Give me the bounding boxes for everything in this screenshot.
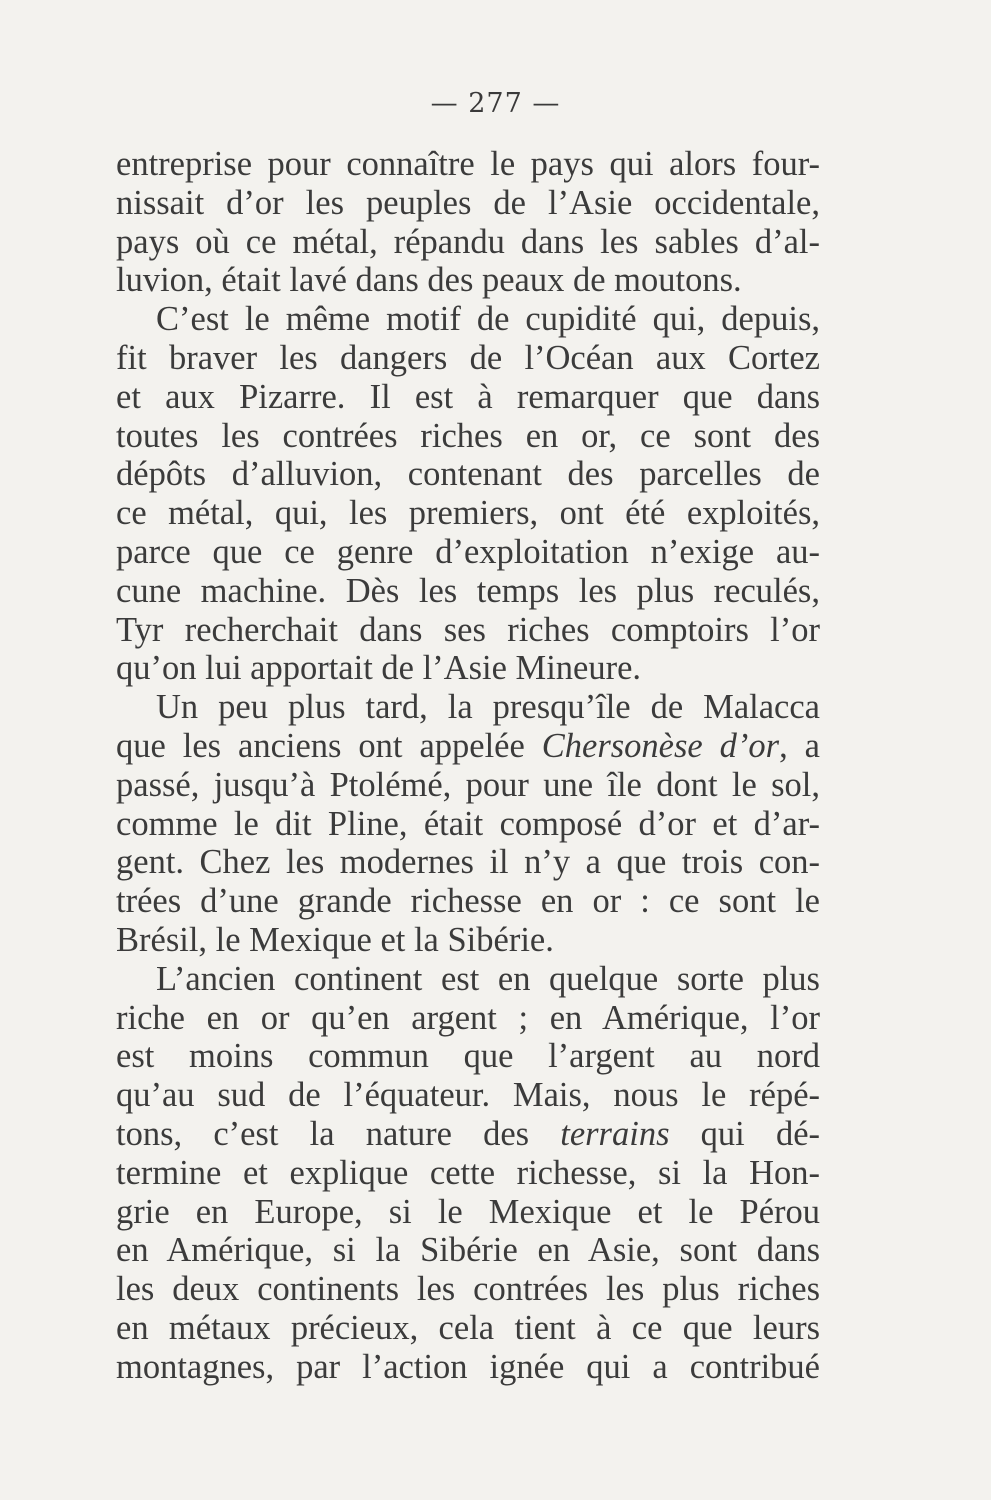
body-text: [116, 145, 820, 1387]
text-line: entreprise pour connaître le pays qui alors four-: [116, 145, 820, 183]
text-line: cune machine. Dès les temps les plus reculés,: [116, 571, 820, 610]
page-number: — 277 —: [430, 88, 561, 119]
text-line: [116, 727, 820, 766]
text-line: est moins commun que l’argent au nord: [116, 1037, 820, 1076]
text-segment: , a: [779, 726, 820, 765]
text-line: pays où ce métal, répandu dans les sables d’al-: [116, 222, 820, 261]
italic-term: Chersonèse d’or: [541, 726, 780, 765]
text-line: trées d’une grande richesse en or : ce sont le: [116, 882, 820, 921]
text-line: Tyr recherchait dans ses riches comptoirs l’or: [116, 610, 820, 649]
text-line: gent. Chez les modernes il n’y a que trois con-: [116, 843, 820, 882]
text-line: toutes les contrées riches en or, ce sont des: [116, 416, 820, 455]
text-line: en métaux précieux, cela tient à ce que leurs: [116, 1308, 820, 1347]
text-line: ce métal, qui, les premiers, ont été exploités,: [116, 494, 820, 533]
text-line: L’ancien continent est en quelque sorte plus: [156, 959, 820, 998]
text-line: les deux continents les contrées les plus riches: [116, 1270, 820, 1309]
text-line: dépôts d’alluvion, contenant des parcelles de: [116, 455, 820, 494]
text-line: comme le dit Pline, était composé d’or et d’ar-: [116, 804, 820, 843]
text-line: Un peu plus tard, la presqu’île de Malacca: [156, 688, 820, 727]
text-line: qu’on lui apportait de l’Asie Mineure.: [116, 649, 642, 688]
text-segment: tons, c’est la nature des: [116, 1114, 561, 1153]
text-line: termine et explique cette richesse, si la Hon-: [116, 1153, 820, 1192]
italic-term: terrains: [560, 1114, 670, 1153]
text-segment: qui dé-: [669, 1114, 820, 1153]
text-line: en Amérique, si la Sibérie en Asie, sont dans: [116, 1231, 820, 1270]
text-line: C’est le même motif de cupidité qui, depuis,: [156, 300, 820, 339]
text-line: passé, jusqu’à Ptolémé, pour une île dont le sol,: [116, 765, 820, 804]
text-segment: que les anciens ont appelée: [116, 726, 542, 765]
text-line: luvion, était lavé dans des peaux de moutons.: [116, 261, 742, 300]
text-line: parce que ce genre d’exploitation n’exige au-: [116, 532, 820, 571]
text-line: riche en or qu’en argent ; en Amérique, l’or: [116, 998, 820, 1037]
text-line: fit braver les dangers de l’Océan aux Cortez: [116, 338, 820, 377]
text-line: et aux Pizarre. Il est à remarquer que dans: [116, 377, 820, 416]
text-line: Brésil, le Mexique et la Sibérie.: [116, 920, 554, 959]
text-line: nissait d’or les peuples de l’Asie occidentale,: [116, 183, 820, 222]
text-line: [116, 1115, 820, 1154]
text-line: qu’au sud de l’équateur. Mais, nous le répé-: [116, 1076, 820, 1115]
text-line: montagnes, par l’action ignée qui a contribué: [116, 1347, 820, 1386]
text-line: grie en Europe, si le Mexique et le Pérou: [116, 1192, 820, 1231]
